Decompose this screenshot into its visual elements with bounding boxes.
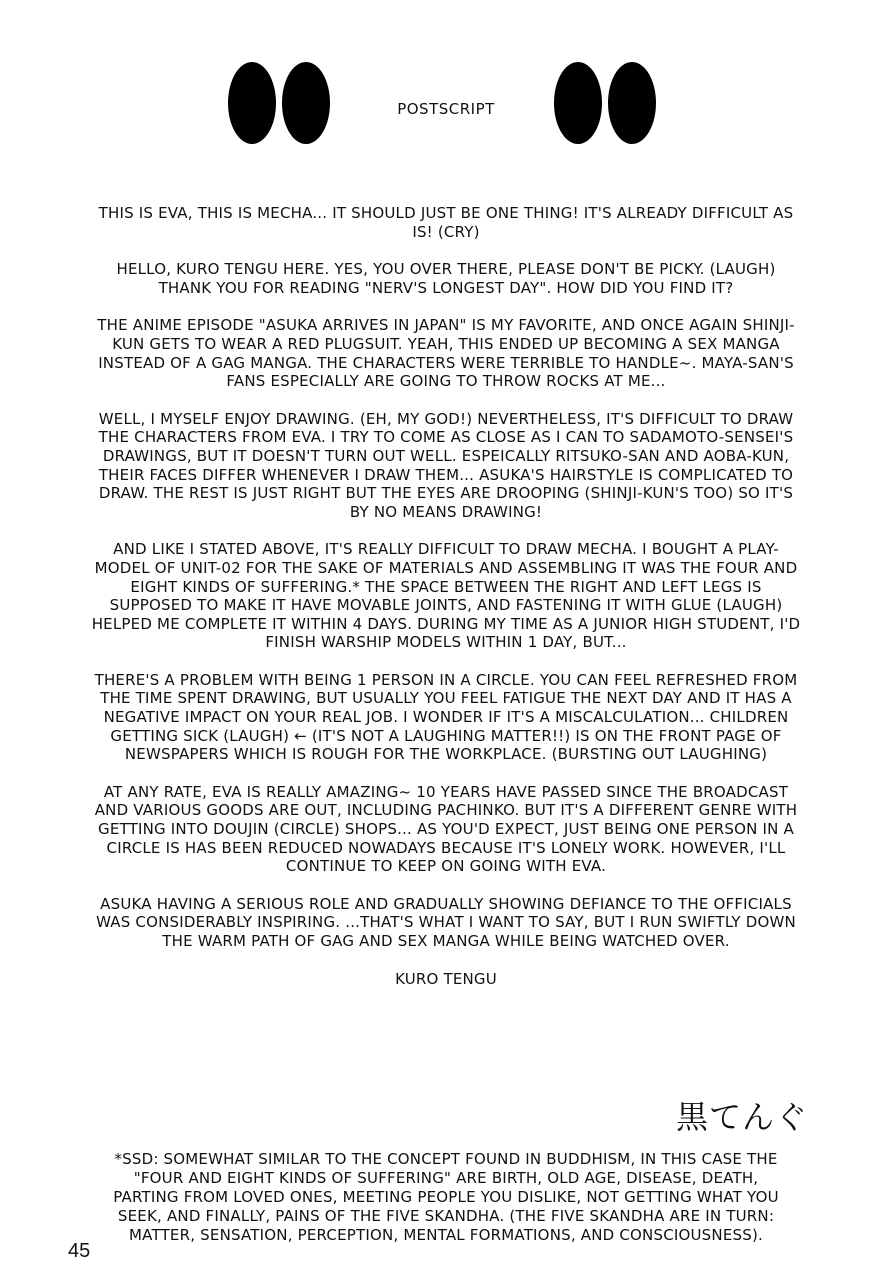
paragraph: ASUKA HAVING A SERIOUS ROLE AND GRADUALLY SHOWING DEFIANCE TO THE OFFICIALS WAS CONSIDERABLY INSPIRING. ...THAT'S WHAT I WANT TO SAY, BUT I RUN SWIFTLY DOWN THE WARM PATH OF GAG AND SEX MANGA WHILE BEING WATCHED OVER. (96, 894, 796, 950)
paragraph: THERE'S A PROBLEM WITH BEING 1 PERSON IN A CIRCLE. YOU CAN FEEL REFRESHED FROM THE TIME SPENT DRAWING, BUT USUALLY YOU FEEL FATIGUE THE NEXT DAY AND IT HAS A NEGATIVE IMPACT ON YOUR REAL JOB. I WONDER IF IT'S A MISCALCULATION... CHILDREN GETTING SICK (LAUGH) ← (IT'S NOT A LAUGHING MATTER!!) IS ON THE FRONT PAGE OF NEWSPAPERS WHICH IS ROUGH FOR THE WORKPLACE. (BURSTING OUT LAUGHING) (94, 670, 798, 764)
decorative-ovals-right (554, 62, 656, 144)
page-title: POSTSCRIPT (397, 100, 495, 118)
paragraph: THE ANIME EPISODE "ASUKA ARRIVES IN JAPAN" IS MY FAVORITE, AND ONCE AGAIN SHINJI-KUN GETS TO WEAR A RED PLUGSUIT. YEAH, THIS ENDED UP BECOMING A SEX MANGA INSTEAD OF A GAG MANGA. THE CHARACTERS WERE TERRIBLE TO HANDLE~. MAYA-SAN'S FANS ESPECIALLY ARE GOING TO THROW ROCKS AT ME... (97, 316, 795, 391)
page-number: 45 (68, 1240, 91, 1262)
black-oval-shape (554, 62, 602, 144)
author-signature: KURO TENGU (395, 969, 497, 988)
footnote: *SSD: SOMEWHAT SIMILAR TO THE CONCEPT FOUND IN BUDDHISM, IN THIS CASE THE "FOUR AND EIGHT KINDS OF SUFFERING" ARE BIRTH, OLD AGE, DISEASE, DEATH, PARTING FROM LOVED ONES, MEETING PEOPLE YOU DISLIKE, NOT GETTING WHAT YOU SEEK, AND FINALLY, PAINS OF THE FIVE SKANDHA. (THE FIVE SKANDHA ARE IN TURN: MATTER, SENSATION, PERCEPTION, MENTAL FORMATIONS, AND CONSCIOUSNESS). (113, 1150, 779, 1244)
black-oval-shape (608, 62, 656, 144)
paragraph: AT ANY RATE, EVA IS REALLY AMAZING~ 10 YEARS HAVE PASSED SINCE THE BROADCAST AND VARIOUS GOODS ARE OUT, INCLUDING PACHINKO. BUT IT'S A DIFFERENT GENRE WITH GETTING INTO DOUJIN (CIRCLE) SHOPS... AS YOU'D EXPECT, JUST BEING ONE PERSON IN A CIRCLE IS HAS BEEN REDUCED NOWADAYS BECAUSE IT'S LONELY WORK. HOWEVER, I'LL CONTINUE TO KEEP ON GOING WITH EVA. (94, 782, 798, 876)
paragraph: WELL, I MYSELF ENJOY DRAWING. (EH, MY GOD!) NEVERTHELESS, IT'S DIFFICULT TO DRAW THE CHARACTERS FROM EVA. I TRY TO COME AS CLOSE AS I CAN TO SADAMOTO-SENSEI'S DRAWINGS, BUT IT DOESN'T TURN OUT WELL. ESPEICALLY RITSUKO-SAN AND AOBA-KUN, THEIR FACES DIFFER WHENEVER I DRAW THEM... ASUKA'S HAIRSTYLE IS COMPLICATED TO DRAW. THE REST IS JUST RIGHT BUT THE EYES ARE DROOPING (SHINJI-KUN'S TOO) SO IT'S BY NO MEANS DRAWING! (98, 409, 794, 521)
paragraph: THIS IS EVA, THIS IS MECHA... IT SHOULD JUST BE ONE THING! IT'S ALREADY DIFFICULT AS IS! (CRY) (98, 204, 794, 241)
japanese-signature: 黒てんぐ (676, 1098, 809, 1136)
postscript-body (90, 204, 802, 1007)
paragraph: AND LIKE I STATED ABOVE, IT'S REALLY DIFFICULT TO DRAW MECHA. I BOUGHT A PLAY-MODEL OF UNIT-02 FOR THE SAKE OF MATERIALS AND ASSEMBLING IT WAS THE FOUR AND EIGHT KINDS OF SUFFERING.* THE SPACE BETWEEN THE RIGHT AND LEFT LEGS IS SUPPOSED TO MAKE IT HAVE MOVABLE JOINTS, AND FASTENING IT WITH GLUE (LAUGH) HELPED ME COMPLETE IT WITHIN 4 DAYS. DURING MY TIME AS A JUNIOR HIGH STUDENT, I'D FINISH WARSHIP MODELS WITHIN 1 DAY, BUT... (91, 540, 801, 652)
paragraph: HELLO, KURO TENGU HERE. YES, YOU OVER THERE, PLEASE DON'T BE PICKY. (LAUGH) THANK YOU FOR READING "NERV'S LONGEST DAY". HOW DID YOU FIND IT? (116, 260, 776, 297)
